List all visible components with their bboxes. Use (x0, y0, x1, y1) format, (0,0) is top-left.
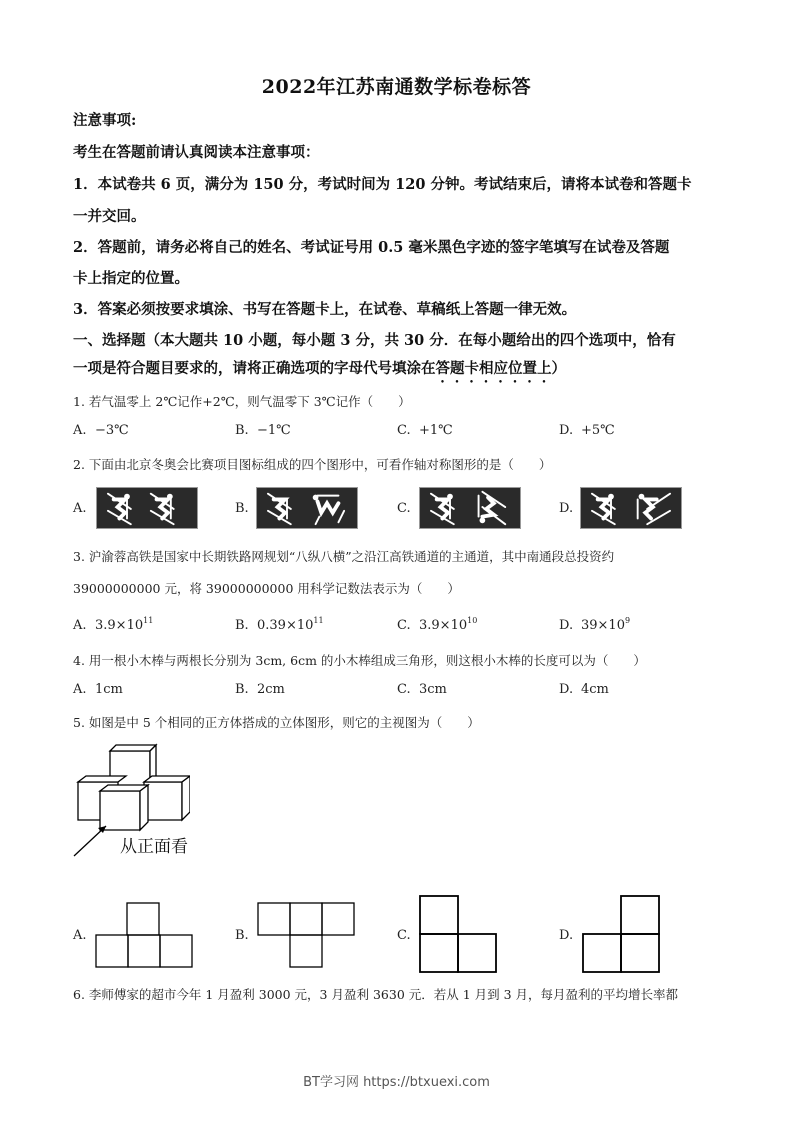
option-value: +1℃ (419, 423, 453, 438)
q4-option-d[interactable] (559, 682, 609, 697)
question-3-text-line1: 3. 沪渝蓉高铁是国家中长期铁路网规划“八纵八横”之沿江高铁通道的主通道，其中南通段总投资约 (73, 549, 615, 564)
notice-item-2-line1: 2．答题前，请务必将自己的姓名、考试证号用 0.5 毫米黑色字迹的签字笔填写在试卷及答题 (73, 239, 670, 256)
mirrored-skier-pictogram-icon (581, 488, 681, 528)
notice-heading: 注意事项: (73, 112, 137, 129)
option-base: 39×10 (581, 618, 625, 633)
option-base: 0.39×10 (257, 618, 314, 633)
q4-option-a[interactable] (73, 682, 123, 697)
notice-item-1-line1: 1．本试卷共 6 页，满分为 150 分，考试时间为 120 分钟。考试结束后，请将本试卷和答题卡 (73, 176, 692, 193)
page-title: 2022年江苏南通数学标卷标答 (261, 76, 532, 98)
footer-watermark: BT学习网 https://btxuexi.com (303, 1075, 490, 1090)
q5-option-c-shape[interactable] (419, 895, 499, 973)
option-exponent: 10 (467, 616, 478, 625)
q3-option-d[interactable] (559, 616, 630, 633)
option-label: C. (397, 423, 411, 438)
figure-caption: 从正面看 (120, 837, 188, 857)
view-direction-arrow (72, 820, 112, 860)
option-value: 1cm (95, 682, 123, 697)
q1-option-b[interactable] (235, 423, 291, 438)
q1-option-c[interactable] (397, 423, 453, 438)
notice-intro: 考生在答题前请认真阅读本注意事项： (73, 144, 320, 161)
q2-option-a-label[interactable]: A. (73, 501, 87, 516)
q5-option-b-shape[interactable] (257, 902, 355, 968)
q5-option-a-shape[interactable] (95, 902, 193, 968)
l-shape-left-view-icon (419, 895, 499, 973)
section-one-line2-end: ） (551, 360, 566, 377)
q2-option-d-label[interactable]: D. (559, 501, 574, 516)
question-5-text: 5. 如图是中 5 个相同的正方体搭成的立体图形，则它的主视图为（ ） (73, 715, 480, 730)
q5-option-c-label[interactable]: C. (397, 928, 411, 943)
q3-option-c[interactable] (397, 616, 477, 633)
option-value: +5℃ (581, 423, 615, 438)
option-exponent: 9 (624, 616, 631, 625)
option-exponent: 11 (313, 616, 324, 625)
q4-option-c[interactable] (397, 682, 447, 697)
q5-option-a-label[interactable]: A. (73, 928, 87, 943)
inverted-t-shape-view-icon (257, 902, 355, 968)
q5-option-d-shape[interactable] (582, 895, 662, 973)
section-one-emphasis: 答题卡相应位置上 (435, 360, 552, 377)
option-value: −3℃ (95, 423, 129, 438)
option-label: D. (559, 423, 574, 438)
q1-option-a[interactable] (73, 423, 129, 438)
t-shape-view-icon (95, 902, 193, 968)
skier-inverted-snowboarder-pictogram-icon (420, 488, 520, 528)
option-label: B. (235, 682, 249, 697)
question-4-text: 4. 用一根小木棒与两根长分别为 3cm, 6cm 的小木棒组成三角形，则这根小木棒的长度可以为（ ） (73, 653, 646, 668)
q2-option-d-image[interactable] (580, 487, 682, 529)
section-one-line2 (73, 357, 566, 386)
option-label: A. (73, 618, 87, 633)
q2-option-a-image[interactable] (96, 487, 198, 529)
skier-pictogram-pair-icon (97, 488, 197, 528)
q5-option-b-label[interactable]: B. (235, 928, 249, 943)
option-value: 4cm (581, 682, 609, 697)
option-label: C. (397, 682, 411, 697)
notice-item-3: 3．答案必须按要求填涂、书写在答题卡上，在试卷、草稿纸上答题一律无效。 (73, 301, 577, 318)
q2-option-b-label[interactable]: B. (235, 501, 249, 516)
option-value: −1℃ (257, 423, 291, 438)
option-label: C. (397, 618, 411, 633)
option-label: A. (73, 682, 87, 697)
option-label: B. (235, 423, 249, 438)
question-1-text: 1. 若气温零上 2℃记作+2℃，则气温零下 3℃记作（ ） (73, 394, 411, 409)
option-base: 3.9×10 (419, 618, 468, 633)
q4-option-b[interactable] (235, 682, 285, 697)
option-label: A. (73, 423, 87, 438)
notice-item-1-line2: 一并交回。 (73, 208, 146, 225)
question-3-text-line2: 39000000000 元，将 39000000000 用科学记数法表示为（ ） (73, 581, 460, 596)
q2-option-c-label[interactable]: C. (397, 501, 411, 516)
option-value: 3cm (419, 682, 447, 697)
option-label: B. (235, 618, 249, 633)
option-exponent: 11 (143, 616, 154, 625)
q3-option-b[interactable] (235, 616, 324, 633)
q1-option-d[interactable] (559, 423, 615, 438)
q2-option-b-image[interactable] (256, 487, 358, 529)
arrow-up-right-icon (72, 820, 112, 860)
question-6-text: 6. 李师傅家的超市今年 1 月盈利 3000 元，3 月盈利 3630 元．若从 1 月到 3 月，每月盈利的平均增长率都 (73, 987, 679, 1002)
option-label: D. (559, 682, 574, 697)
section-one-line1: 一、选择题（本大题共 10 小题，每小题 3 分，共 30 分．在每小题给出的四个选项中，恰有 (73, 332, 676, 349)
q5-option-d-label[interactable]: D. (559, 928, 574, 943)
l-shape-right-view-icon (582, 895, 662, 973)
skier-snowboard-pictogram-icon (257, 488, 357, 528)
option-base: 3.9×10 (95, 618, 144, 633)
section-one-line2-plain: 一项是符合题目要求的，请将正确选项的字母代号填涂在 (73, 360, 436, 377)
option-value: 2cm (257, 682, 285, 697)
notice-item-2-line2: 卡上指定的位置。 (73, 270, 189, 287)
question-2-text: 2. 下面由北京冬奥会比赛项目图标组成的四个图形中，可看作轴对称图形的是（ ） (73, 457, 552, 472)
q2-option-c-image[interactable] (419, 487, 521, 529)
q3-option-a[interactable] (73, 616, 153, 633)
option-label: D. (559, 618, 574, 633)
